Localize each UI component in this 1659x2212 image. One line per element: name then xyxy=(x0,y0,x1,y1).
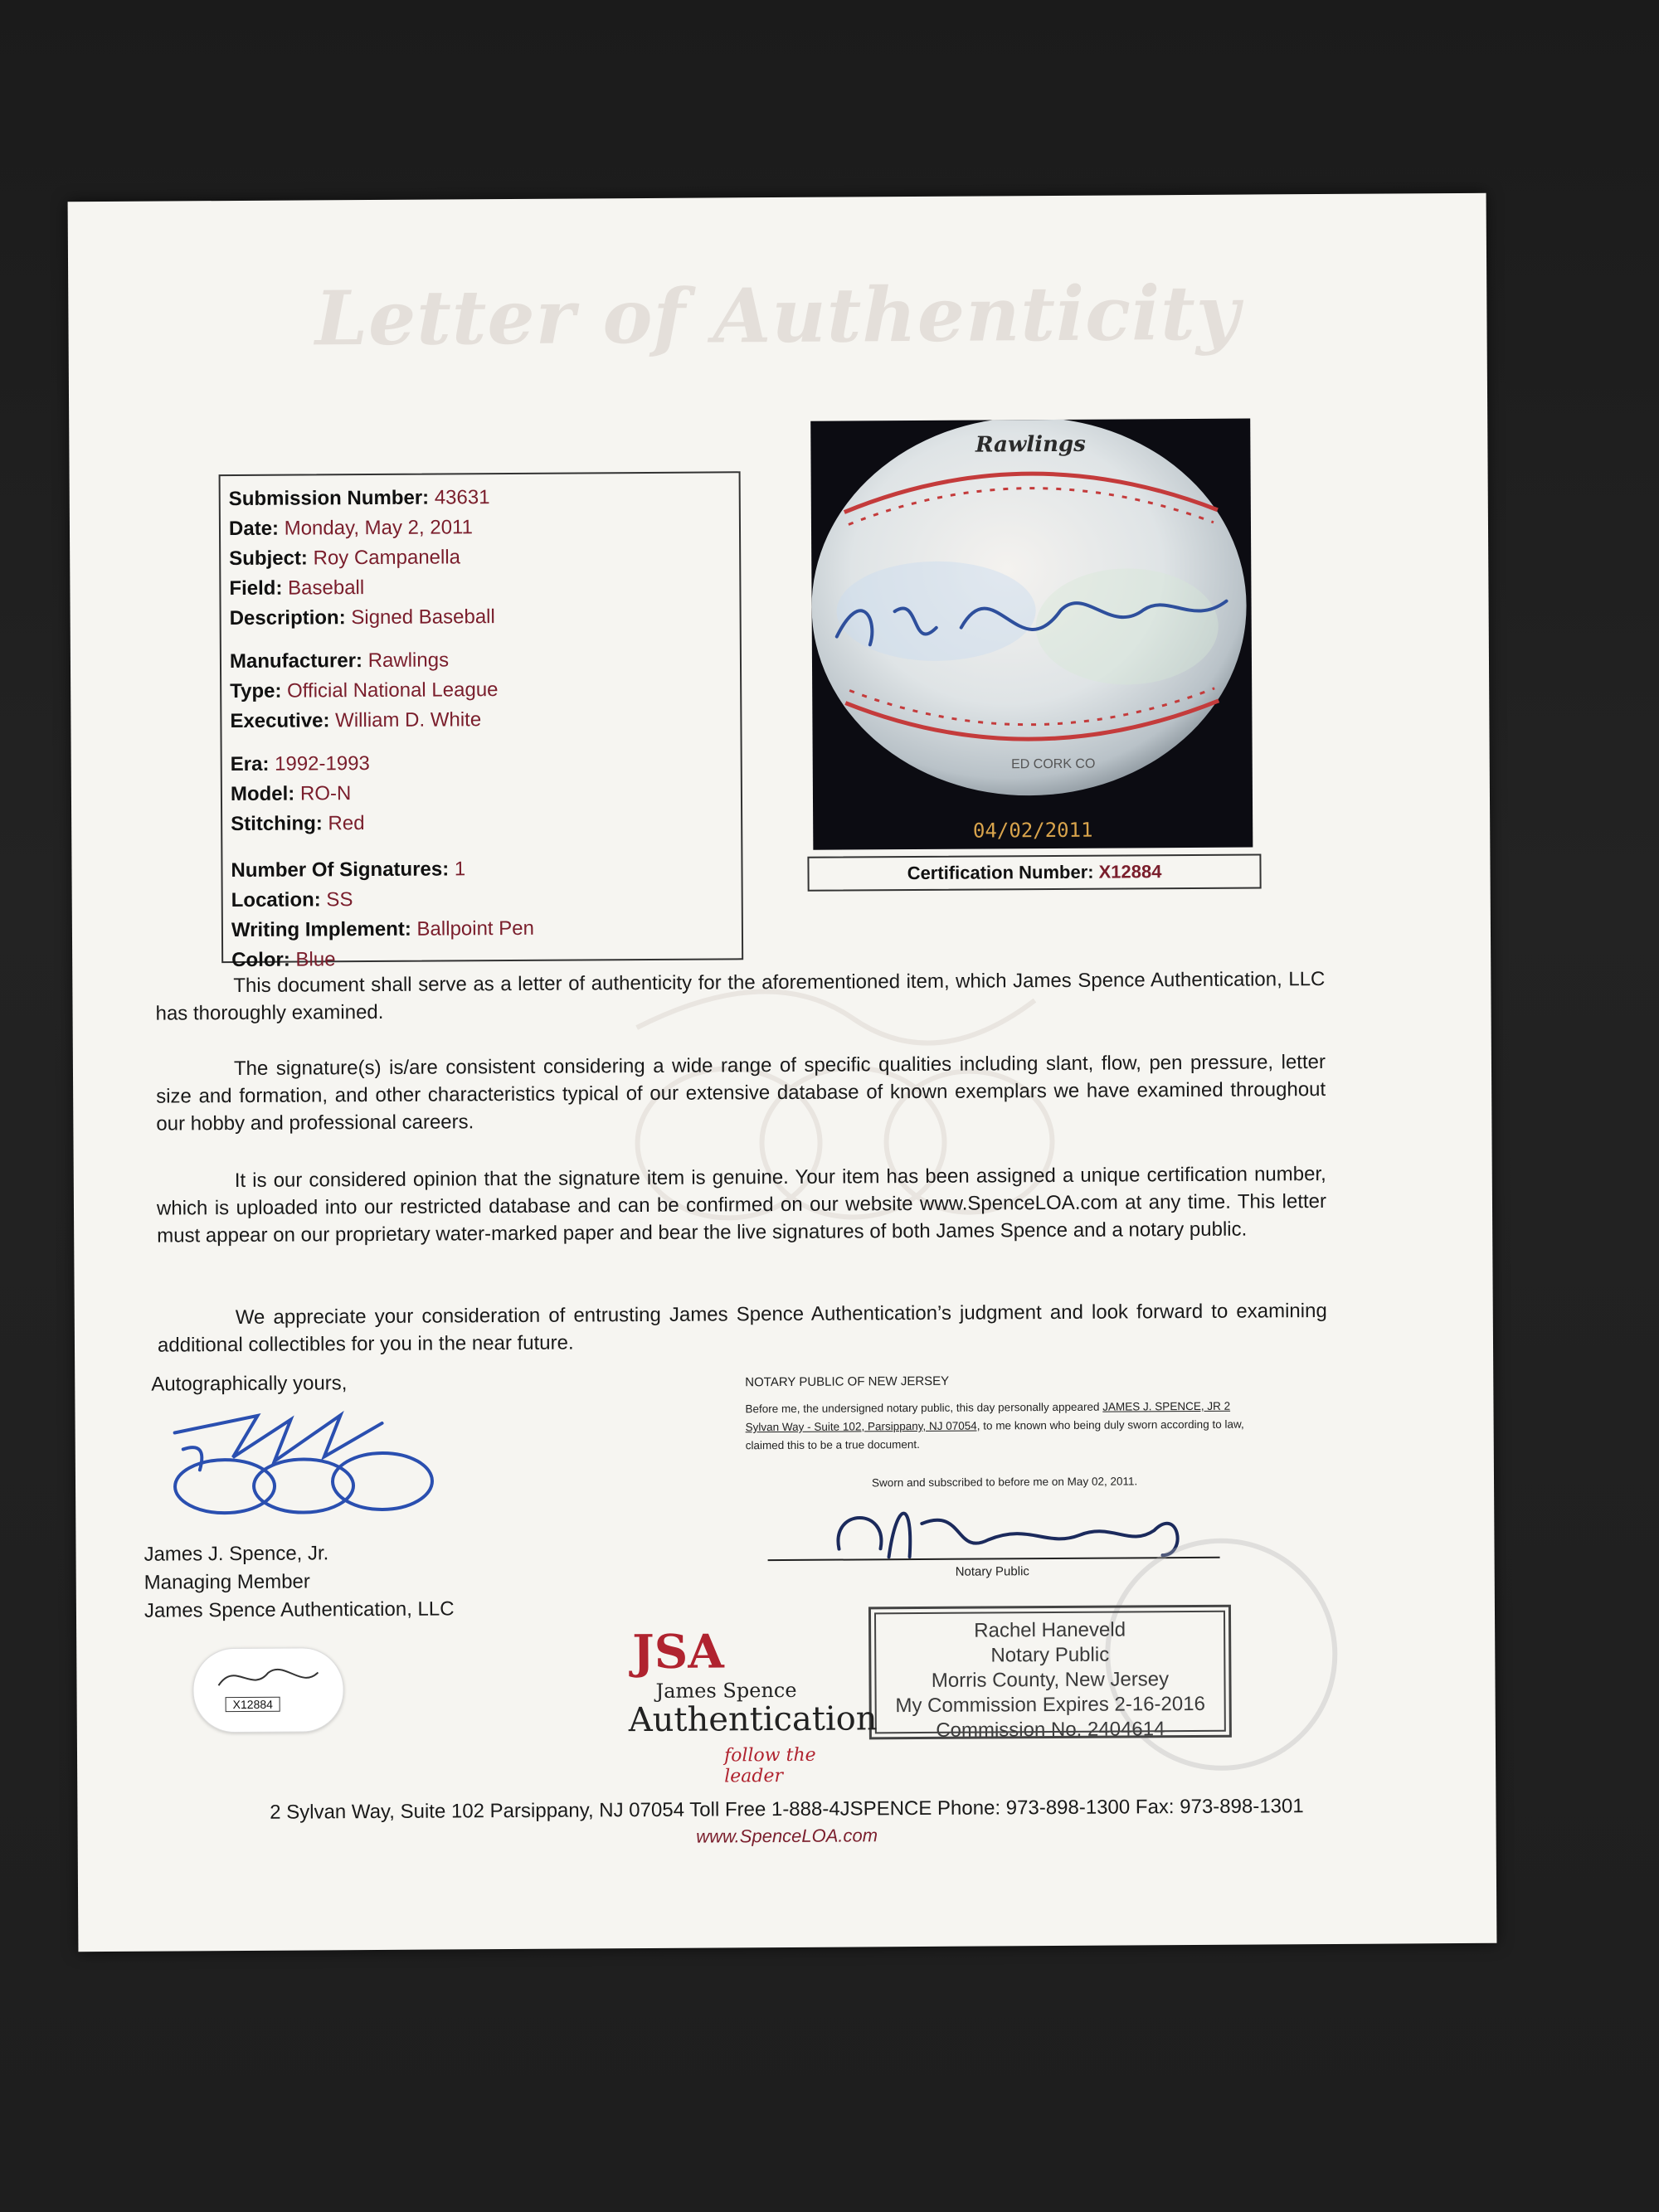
detail-era: Era: 1992-1993 xyxy=(230,752,370,776)
detail-location: Location: SS xyxy=(231,888,353,912)
letter-paper xyxy=(68,193,1497,1952)
detail-subject: Subject: Roy Campanella xyxy=(229,546,461,571)
notary-stamp: Rachel Haneveld Notary Public Morris County, New Jersey My Commission Expires 2-16-2016 Commission No. 2404614 xyxy=(868,1605,1232,1740)
item-details-box xyxy=(219,471,744,972)
jsa-sticker xyxy=(192,1647,344,1733)
paragraph-4: We appreciate your consideration of entrusting James Spence Authentication’s judgment and look forward to examining additional collectibles for you in the near future. xyxy=(157,1299,1327,1357)
ball-brand: Rawlings xyxy=(975,431,1086,458)
notary-public-label: Notary Public xyxy=(955,1564,1029,1579)
sticker-signature xyxy=(193,1651,343,1702)
detail-model: Model: RO-N xyxy=(230,782,352,806)
signer-name: James J. Spence, Jr. xyxy=(144,1542,329,1566)
jsa-logo-line2: Authentication xyxy=(628,1699,878,1740)
detail-description: Description: Signed Baseball xyxy=(229,605,495,630)
detail-field: Field: Baseball xyxy=(229,576,365,600)
notary-statement: Before me, the undersigned notary public, this day personally appeared JAMES J. SPENCE, JR 2 Sylvan Way - Suite 102, Parsippany, NJ 07054, to me known who being duly sworn according to law, claimed this to be a true document. xyxy=(745,1399,1244,1452)
ball-imprint: ED CORK CO xyxy=(1011,756,1096,772)
baseball-image xyxy=(810,419,1253,850)
jsa-logo-line1: James Spence xyxy=(655,1678,797,1703)
certification-number: X12884 xyxy=(1098,861,1162,882)
detail-manufacturer: Manufacturer: Rawlings xyxy=(229,649,450,673)
paragraph-1: This document shall serve as a letter of authenticity for the aforementioned item, which James Spence Authentication, LLC has thoroughly examined. xyxy=(155,968,1326,1025)
notary-sworn: Sworn and subscribed to before me on May 02, 2011. xyxy=(871,1475,1138,1490)
detail-number-of-signatures: Number Of Signatures: 1 xyxy=(231,858,466,882)
spence-signature xyxy=(158,1398,457,1524)
signer-title: Managing Member xyxy=(144,1570,310,1594)
photo-date-stamp: 04/02/2011 xyxy=(972,818,1093,843)
detail-writing-implement: Writing Implement: Ballpoint Pen xyxy=(231,916,535,942)
detail-color: Color: Blue xyxy=(231,948,336,972)
signer-company: James Spence Authentication, LLC xyxy=(144,1597,455,1622)
notary-appeared-name: JAMES J. SPENCE, JR 2 Sylvan Way - Suite 102, Parsippany, NJ 07054, xyxy=(745,1399,1231,1434)
detail-date: Date: Monday, May 2, 2011 xyxy=(228,516,473,541)
baseball-photo xyxy=(810,419,1253,850)
detail-submission-number: Submission Number: 43631 xyxy=(228,486,490,511)
detail-type: Type: Official National League xyxy=(230,678,499,703)
sticker-number: X12884 xyxy=(226,1697,280,1712)
jsa-logo-mark: JSA xyxy=(632,1624,724,1680)
paragraph-2: The signature(s) is/are consistent considering a wide range of specific qualities including slant, flow, pen pressure, letter size and formation, and other characteristics typical of our extensive database of known exemplars we have examined throughout our hobby and professional careers. xyxy=(156,1050,1326,1135)
closing-text: Autographically yours, xyxy=(151,1372,348,1396)
jsa-logo-tagline: follow the leader xyxy=(723,1744,816,1787)
notary-heading: NOTARY PUBLIC OF NEW JERSEY xyxy=(745,1373,950,1390)
detail-executive: Executive: William D. White xyxy=(230,708,482,733)
certification-number-box: Certification Number: X12884 xyxy=(807,853,1261,891)
watermark-title: Letter of Authenticity xyxy=(314,269,1241,363)
paragraph-3: It is our considered opinion that the signature item is genuine. Your item has been assigned a unique certification number, which is uploaded into our restricted database and can be confirmed on our website www.SpenceLOA.com at any time. This letter must appear on our proprietary water-marked paper and bear the live signatures of both James Spence and a notary public. xyxy=(156,1162,1327,1247)
detail-stitching: Stitching: Red xyxy=(231,812,365,836)
footer-website: www.SpenceLOA.com xyxy=(696,1825,878,1847)
jsa-logo xyxy=(591,1623,878,1791)
footer-address: 2 Sylvan Way, Suite 102 Parsippany, NJ 07054 Toll Free 1-888-4JSPENCE Phone: 973-898-1300 Fax: 973-898-1301 xyxy=(270,1795,1304,1824)
